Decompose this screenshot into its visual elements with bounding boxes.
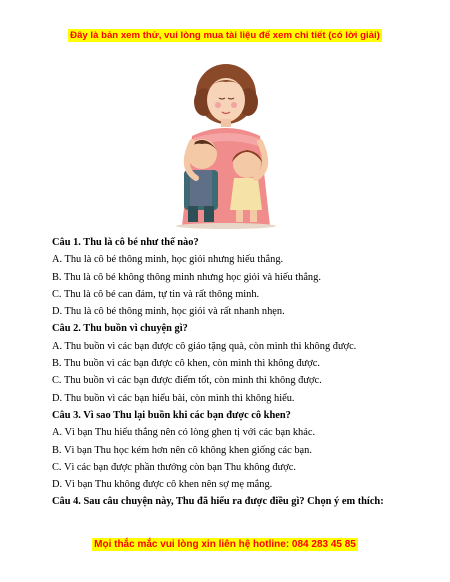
question-title-2: Câu 2. Thu buồn vì chuyện gì? <box>52 323 188 335</box>
question-1-option-d: D. Thu là cô bé thông minh, học giỏi và rất nhanh nhẹn. <box>52 306 285 318</box>
question-title-3: Câu 3. Vì sao Thu lại buồn khi các bạn được cô khen? <box>52 409 291 421</box>
question-2-option-d: D. Thu buồn vì các bạn hiểu bài, còn mình thì không hiểu. <box>52 392 295 404</box>
preview-notice-text: Đây là bản xem thử, vui lòng mua tài liệu để xem chi tiết (có lời giải) <box>70 30 380 41</box>
mother-and-children-illustration <box>170 58 282 230</box>
question-2-option-c: C. Thu buồn vì các bạn được điểm tốt, còn mình thì không được. <box>52 375 322 387</box>
question-3-option-c: C. Vì các bạn được phần thưởng còn bạn Thu không được. <box>52 461 296 473</box>
question-list <box>52 234 412 511</box>
question-3-option-a: A. Vì bạn Thu hiếu thắng nên có lòng ghen tị với các bạn khác. <box>52 427 316 439</box>
question-3-option-b: B. Vì bạn Thu học kém hơn nên cô không khen giống các bạn. <box>52 444 312 456</box>
question-1-option-c: C. Thu là cô bé can đảm, tự tin và rất thông minh. <box>52 288 260 300</box>
hotline-notice-banner <box>0 534 450 552</box>
hotline-notice-text: Mọi thắc mắc vui lòng xin liên hệ hotline: 084 283 45 85 <box>94 539 356 550</box>
question-2-option-b: B. Thu buồn vì các bạn được cô khen, còn mình thì không được. <box>52 358 320 370</box>
question-title-4: Câu 4. Sau câu chuyện này, Thu đã hiểu ra được điều gì? Chọn ý em thích: <box>52 496 384 508</box>
preview-notice-banner <box>0 25 450 43</box>
question-2-option-a: A. Thu buồn vì các bạn được cô giáo tặng quà, còn mình thì không được. <box>52 340 357 352</box>
question-1-option-b: B. Thu là cô bé không thông minh nhưng học giỏi và hiếu thắng. <box>52 271 321 283</box>
question-3-option-d: D. Vì bạn Thu không được cô khen nên sợ mẹ mắng. <box>52 479 273 491</box>
question-title-1: Câu 1. Thu là cô bé như thế nào? <box>52 237 199 248</box>
question-1-option-a: A. Thu là cô bé thông minh, học giỏi nhưng hiếu thắng. <box>52 254 284 266</box>
